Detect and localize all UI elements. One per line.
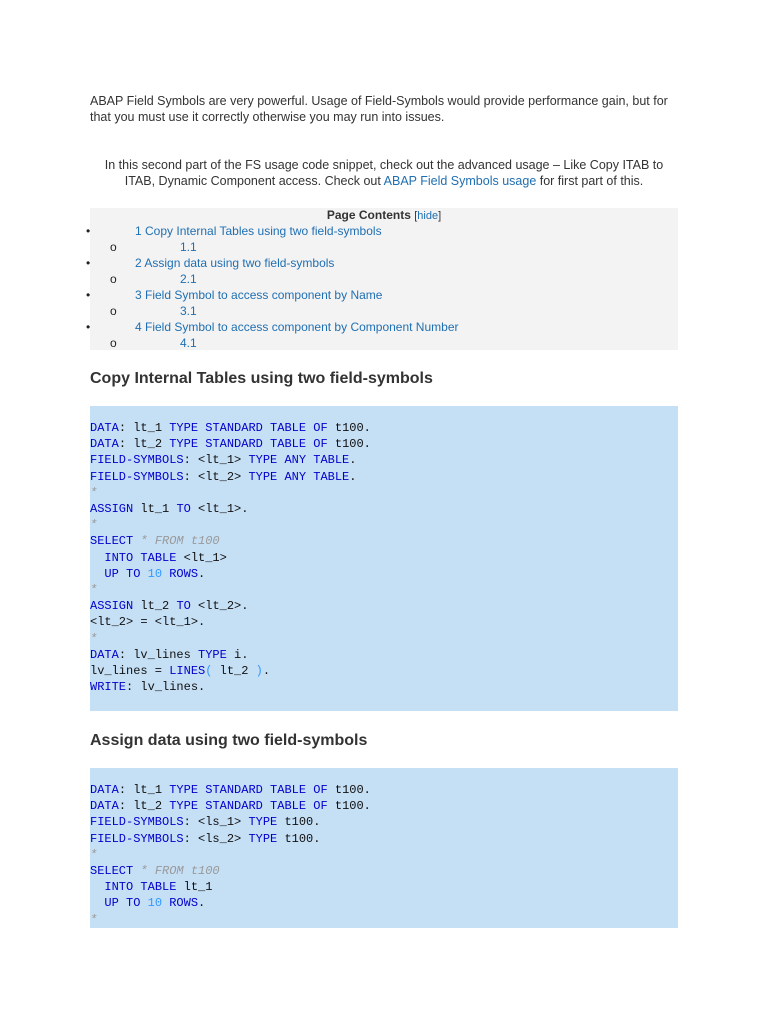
- code-token: i.: [226, 647, 249, 662]
- code-token: *: [90, 583, 98, 598]
- code-line: [90, 599, 248, 613]
- page-contents-box: [86, 208, 678, 350]
- code-token: ROWS: [169, 896, 199, 911]
- toc-item-4[interactable]: 4 Field Symbol to access component by Component Number: [135, 320, 459, 334]
- code-token: : lt_1: [118, 421, 170, 435]
- code-token: TYPE STANDARD TABLE OF: [169, 799, 328, 814]
- code-line: [90, 783, 371, 797]
- toc-bullet: •: [86, 224, 91, 238]
- code-token: UP TO: [104, 896, 141, 911]
- code-line: [90, 896, 205, 910]
- code-token: FIELD-SYMBOLS: [90, 453, 184, 468]
- code-token: : lv_lines.: [126, 680, 206, 695]
- code-token: : <lt_2>: [183, 469, 249, 484]
- code-line: [90, 551, 227, 565]
- code-token: *: [90, 485, 98, 500]
- intro-text-before: In this second part of the FS usage code snippet, check out the advanced usage – Like Copy ITAB to ITAB, Dynamic Component access. Check out: [104, 158, 664, 188]
- code-line: [90, 453, 356, 467]
- code-line: [90, 913, 97, 927]
- code-token: [90, 567, 104, 581]
- code-token: : lv_lines: [118, 647, 199, 662]
- toc-hide-link[interactable]: hide: [417, 210, 439, 222]
- code-token: t100.: [277, 815, 321, 830]
- code-token: TYPE STANDARD TABLE OF: [169, 421, 328, 435]
- code-token: t100.: [327, 799, 371, 814]
- code-line: [90, 567, 205, 581]
- code-token: .: [262, 664, 271, 679]
- code-line: [90, 486, 97, 500]
- code-line: [90, 470, 356, 484]
- code-token: : lt_2: [118, 437, 170, 452]
- code-line: [90, 799, 371, 813]
- code-listing: [90, 406, 678, 695]
- code-token: * FROM t100: [133, 864, 220, 879]
- toc-sub-bullet: o: [110, 336, 117, 350]
- code-token: ASSIGN: [90, 599, 134, 614]
- code-block-assign-data: [90, 768, 678, 928]
- toc-bullet: •: [86, 320, 91, 334]
- code-token: [90, 551, 104, 565]
- code-line: [90, 583, 97, 597]
- section-heading-copy-internal-tables: Copy Internal Tables using two field-symbols: [90, 370, 433, 387]
- code-token: .: [349, 453, 357, 468]
- code-line: [90, 864, 220, 878]
- code-token: [90, 896, 104, 910]
- code-token: TYPE ANY TABLE: [248, 453, 350, 468]
- code-token: lt_1: [133, 502, 177, 517]
- code-token: *: [90, 847, 98, 862]
- code-token: TYPE: [248, 831, 278, 846]
- toc-title: Page Contents: [326, 208, 411, 222]
- section-heading-assign-data: Assign data using two field-symbols: [90, 732, 368, 749]
- code-token: lv_lines =: [90, 664, 170, 679]
- code-token: : lt_1: [118, 783, 170, 797]
- code-token: t100.: [327, 437, 371, 452]
- code-line: [90, 518, 97, 532]
- code-token: DATA: [90, 437, 119, 452]
- toc-bullet: •: [86, 256, 91, 270]
- code-token: UP TO: [104, 566, 141, 581]
- toc-subitem-1-1[interactable]: 1.1: [180, 240, 197, 254]
- code-token: : <ls_2>: [183, 831, 249, 846]
- code-token: 10: [147, 896, 163, 911]
- code-line: [90, 848, 97, 862]
- code-token: TYPE ANY TABLE: [248, 469, 350, 484]
- code-token: .: [349, 469, 357, 484]
- toc-item-2[interactable]: 2 Assign data using two field-symbols: [135, 256, 335, 270]
- code-token: (: [205, 664, 213, 679]
- code-line: [90, 615, 205, 629]
- code-token: SELECT: [90, 534, 134, 549]
- code-token: <lt_1>.: [190, 502, 249, 517]
- code-token: * FROM t100: [133, 534, 220, 549]
- code-token: *: [90, 518, 98, 533]
- toc-sub-bullet: o: [110, 272, 117, 286]
- code-token: TO: [176, 599, 191, 614]
- code-line: [90, 421, 371, 435]
- intro-paragraph: ABAP Field Symbols are very powerful. Usage of Field-Symbols would provide performance gain, but for that you must use it correctly otherwise you may run into issues.: [90, 94, 668, 124]
- intro-paragraph-2: [90, 157, 678, 189]
- code-line: [90, 664, 270, 678]
- code-token: <lt_2> = <lt_1>.: [90, 615, 206, 630]
- code-token: lt_2: [133, 599, 177, 614]
- toc-title-row: [90, 208, 678, 223]
- code-token: FIELD-SYMBOLS: [90, 815, 184, 830]
- toc-subitem-3-1[interactable]: 3.1: [180, 304, 197, 318]
- code-token: TYPE: [198, 647, 227, 662]
- code-token: TYPE: [248, 815, 278, 830]
- code-token: ROWS: [169, 566, 199, 581]
- toc-hide-bracket-close: ]: [438, 210, 442, 222]
- code-token: TYPE STANDARD TABLE OF: [169, 437, 328, 452]
- code-token: INTO TABLE: [104, 880, 177, 895]
- code-token: .: [198, 566, 206, 581]
- code-token: DATA: [90, 421, 119, 435]
- code-token: DATA: [90, 799, 119, 814]
- toc-subitem-4-1[interactable]: 4.1: [180, 336, 197, 350]
- code-line: [90, 832, 320, 846]
- toc-sub-bullet: o: [110, 304, 117, 318]
- code-token: DATA: [90, 647, 119, 662]
- code-token: LINES: [169, 664, 206, 679]
- code-token: : <lt_1>: [183, 453, 249, 468]
- code-token: TYPE STANDARD TABLE OF: [169, 783, 328, 797]
- code-token: *: [90, 631, 98, 646]
- code-token: t100.: [327, 421, 371, 435]
- code-token: WRITE: [90, 680, 127, 695]
- code-token: DATA: [90, 783, 119, 797]
- code-token: <lt_2>.: [190, 599, 249, 614]
- code-line: [90, 502, 248, 516]
- code-token: : lt_2: [118, 799, 170, 814]
- toc-hide-bracket-open: [: [414, 210, 418, 222]
- code-token: t100.: [277, 831, 321, 846]
- code-listing: [90, 768, 678, 928]
- code-token: ASSIGN: [90, 502, 134, 517]
- code-token: [140, 567, 147, 581]
- code-line: [90, 534, 220, 548]
- code-token: .: [198, 896, 206, 911]
- code-token: [140, 896, 147, 910]
- code-token: [90, 880, 104, 894]
- code-token: TO: [176, 502, 191, 517]
- code-token: *: [90, 912, 98, 927]
- code-line: [90, 880, 212, 894]
- code-token: INTO TABLE: [104, 550, 177, 565]
- code-token: : <ls_1>: [183, 815, 249, 830]
- code-token: FIELD-SYMBOLS: [90, 831, 184, 846]
- code-token: lt_2: [212, 664, 256, 679]
- abap-field-symbols-usage-link[interactable]: ABAP Field Symbols usage: [383, 174, 537, 188]
- toc-subitem-2-1[interactable]: 2.1: [180, 272, 197, 286]
- toc-item-3[interactable]: 3 Field Symbol to access component by Name: [135, 288, 383, 302]
- code-line: [90, 680, 205, 694]
- code-token: SELECT: [90, 864, 134, 879]
- code-line: [90, 632, 97, 646]
- intro-text-after: for first part of this.: [536, 174, 644, 188]
- toc-sub-bullet: o: [110, 240, 117, 254]
- code-token: ): [255, 664, 263, 679]
- toc-item-1[interactable]: 1 Copy Internal Tables using two field-symbols: [135, 224, 382, 238]
- code-token: t100.: [327, 783, 371, 797]
- code-line: [90, 815, 320, 829]
- code-line: [90, 648, 248, 662]
- code-token: FIELD-SYMBOLS: [90, 469, 184, 484]
- code-line: [90, 437, 371, 451]
- code-token: 10: [147, 566, 163, 581]
- code-token: lt_1: [176, 880, 213, 895]
- toc-bullet: •: [86, 288, 91, 302]
- code-block-copy-itab: [90, 406, 678, 711]
- code-token: <lt_1>: [176, 550, 227, 565]
